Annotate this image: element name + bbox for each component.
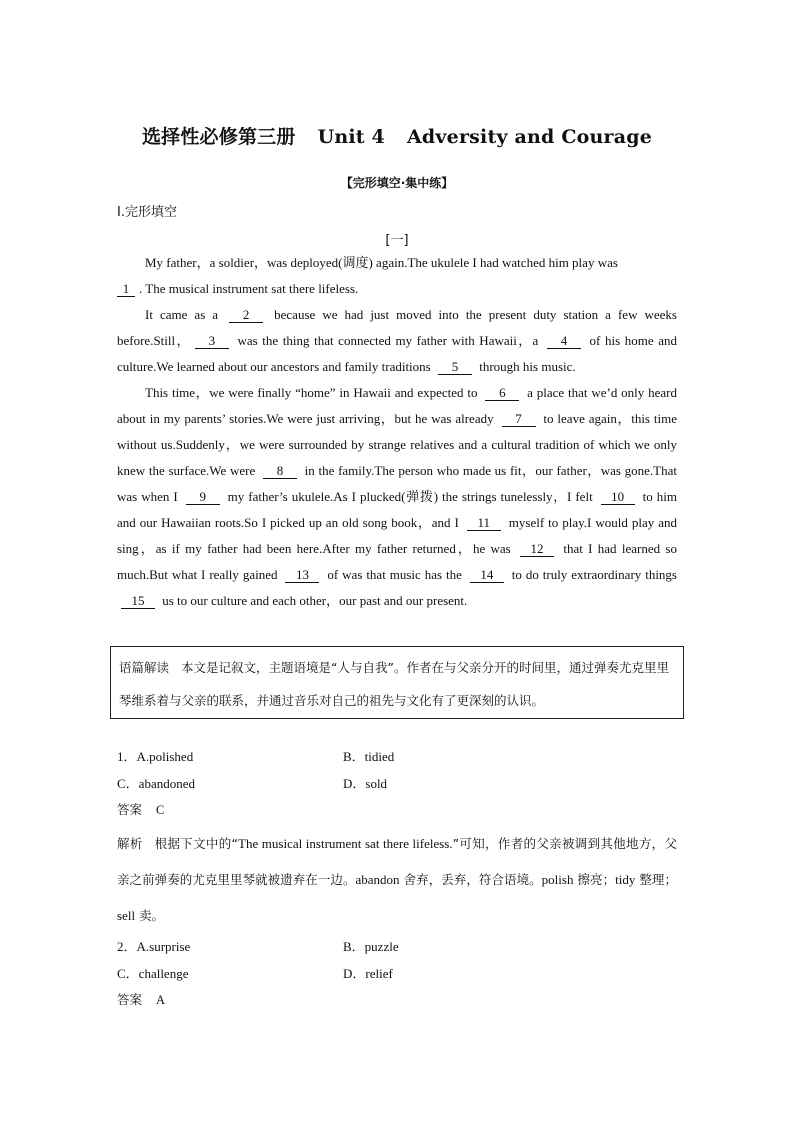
question-1-option-b: B．tidied bbox=[343, 749, 395, 764]
blank-8: 8 bbox=[263, 463, 297, 479]
question-1-explanation: 解析 根据下文中的“The musical instrument sat there lifeless.”可知，作者的父亲被调到其他地方，父亲之前弹奏的尤克里里琴就被遗弃在一边。abandon 舍弃，丢弃，符合语境。polish 擦亮；tidy 整理；sell 卖。 bbox=[117, 836, 677, 923]
blank-6: 6 bbox=[485, 385, 519, 401]
page-title bbox=[0, 122, 794, 149]
section-tag: 【完形填空·集中练】 bbox=[340, 176, 454, 190]
paragraph-1: My father，a soldier，was deployed(调度) again.The ukulele I had watched him play was 1 . The musical instrument sat there lifeless. bbox=[117, 250, 677, 302]
paragraph-2: It came as a 2 because we had just moved into the present duty station a few weeks before.Still， 3 was the thing that connected my father with Hawaii，a 4 of his home and culture.We learned about our ancestors and family traditions 5 through his music. bbox=[117, 307, 677, 374]
title-topic: Adversity and Courage bbox=[406, 126, 653, 148]
blank-2: 2 bbox=[229, 307, 263, 323]
analysis-label: 语篇解读 bbox=[119, 660, 170, 675]
blank-7: 7 bbox=[502, 411, 536, 427]
blank-9: 9 bbox=[186, 489, 220, 505]
blank-12: 12 bbox=[520, 541, 554, 557]
question-2-option-a: 2．A.surprise bbox=[117, 939, 191, 954]
question-2-option-c: C．challenge bbox=[117, 966, 189, 981]
passage-analysis-box bbox=[110, 646, 684, 719]
part-heading: Ⅰ.完形填空 bbox=[117, 205, 177, 220]
question-2-option-d: D．relief bbox=[343, 966, 393, 981]
question-1-option-a: 1．A.polished bbox=[117, 749, 194, 764]
blank-13: 13 bbox=[285, 567, 319, 583]
cloze-passage bbox=[117, 250, 677, 614]
question-1-answer: 答案 C bbox=[117, 802, 165, 817]
blank-10: 10 bbox=[601, 489, 635, 505]
paragraph-3: This time，we were finally “home” in Hawaii and expected to 6 a place that we’d only heard about in my parents’ stories.We were just arriving，but he was already 7 to leave again，this time without us.Suddenly，we were surrounded by strange relatives and a cultural tradition of which we only knew the surface.We were 8 in the family.The person who made us fit，our father，was gone.That was when I 9 my father’s ukulele.As I plucked(弹拨) the strings tunelessly，I felt 10 to him and our Hawaiian roots.So I picked up an old song book，and I 11 myself to play.I would play and sing，as if my father had been here.After my father returned，he was 12 that I had learned so much.But what I really gained 13 of was that music has the 14 to do truly extraordinary things 15 us to our culture and each other，our past and our present. bbox=[117, 385, 678, 608]
question-1-option-c: C．abandoned bbox=[117, 776, 195, 791]
blank-14: 14 bbox=[470, 567, 504, 583]
title-chinese: 选择性必修第三册 bbox=[141, 126, 296, 148]
blank-15: 15 bbox=[121, 593, 155, 609]
title-unit: Unit 4 bbox=[317, 126, 385, 148]
blank-1: 1 bbox=[117, 281, 135, 297]
blank-11: 11 bbox=[467, 515, 501, 531]
blank-4: 4 bbox=[547, 333, 581, 349]
question-1-option-d: D．sold bbox=[343, 776, 388, 791]
blank-5: 5 bbox=[438, 359, 472, 375]
question-2-answer: 答案 A bbox=[117, 992, 166, 1007]
blank-3: 3 bbox=[195, 333, 229, 349]
analysis-text: 本文是记叙文，主题语境是“人与自我”。作者在与父亲分开的时间里，通过弹奏尤克里里琴维系着与父亲的联系，并通过音乐对自己的祖先与文化有了更深刻的认识。 bbox=[119, 660, 669, 708]
passage-number: [一] bbox=[385, 233, 409, 248]
question-2-option-b: B．puzzle bbox=[343, 939, 399, 954]
